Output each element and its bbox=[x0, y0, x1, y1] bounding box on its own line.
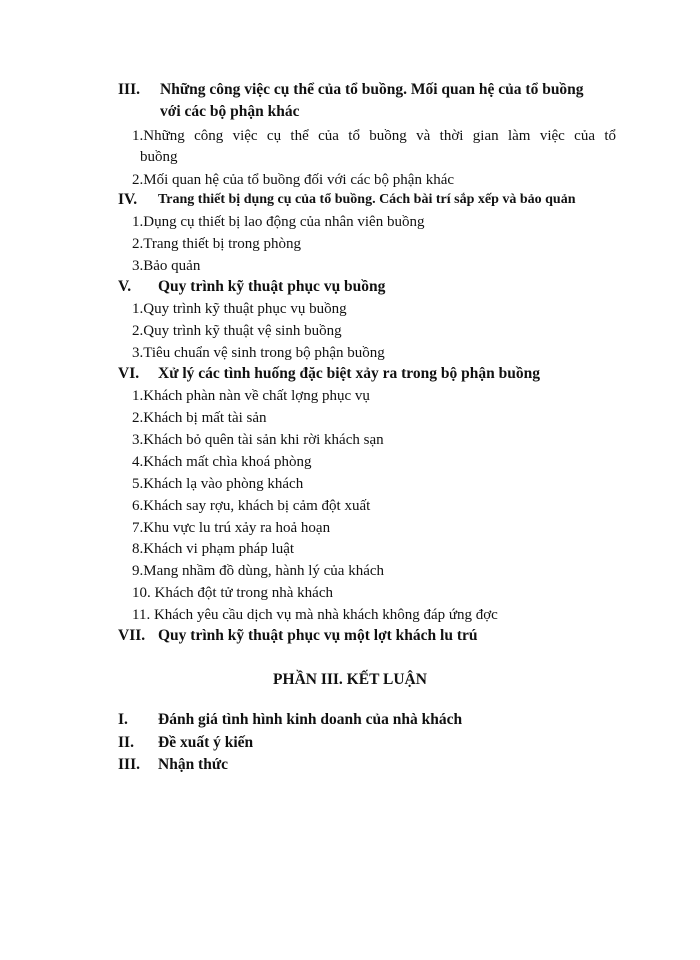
section-III-item-2: 2.Mối quan hệ của tổ buồng đối với các bộ phận khác bbox=[132, 172, 455, 188]
section-IV-item-2: 2.Trang thiết bị trong phòng bbox=[132, 236, 302, 252]
section-VI-item-1: 1.Khách phàn nàn về chất lợng phục vụ bbox=[132, 388, 370, 404]
section-numeral: III. bbox=[118, 81, 140, 98]
section-VI-item-3: 3.Khách bỏ quên tài sản khi rời khách sạn bbox=[132, 432, 384, 448]
part-3-item-1-title: Đánh giá tình hình kinh doanh của nhà khách bbox=[158, 711, 463, 728]
section-VI-item-9: 9.Mang nhầm đồ dùng, hành lý của khách bbox=[132, 563, 385, 579]
part-3-heading: PHẦN III. KẾT LUẬN bbox=[273, 671, 427, 688]
part-3-item-1-numeral: I. bbox=[118, 711, 128, 728]
section-V-item-2: 2.Quy trình kỹ thuật vệ sinh buồng bbox=[132, 323, 342, 339]
section-VI-item-11: 11. Khách yêu cầu dịch vụ mà nhà khách không đáp ứng đợc bbox=[132, 607, 498, 623]
section-VI-item-7: 7.Khu vực lu trú xảy ra hoả hoạn bbox=[132, 520, 331, 536]
section-VII-title: Quy trình kỹ thuật phục vụ một lợt khách lu trú bbox=[158, 627, 478, 644]
section-IV-item-3: 3.Bảo quản bbox=[132, 258, 201, 274]
section-III-item-1-line1: 1.Những công việc cụ thể của tổ buồng và thời gian làm việc của tổ bbox=[132, 128, 616, 144]
section-III-title bbox=[118, 80, 140, 100]
section-VI-item-8: 8.Khách vi phạm pháp luật bbox=[132, 541, 295, 557]
section-IV-title: Trang thiết bị dụng cụ của tổ buồng. Cách bài trí sắp xếp và bảo quản bbox=[158, 192, 576, 207]
section-V-title: Quy trình kỹ thuật phục vụ buồng bbox=[158, 278, 386, 295]
section-V-numeral: V. bbox=[118, 278, 132, 295]
section-V-item-1: 1.Quy trình kỹ thuật phục vụ buồng bbox=[132, 301, 347, 317]
section-IV-numeral: IV. bbox=[118, 191, 138, 208]
part-3-item-3-numeral: III. bbox=[118, 756, 140, 773]
section-VI-item-4: 4.Khách mất chìa khoá phòng bbox=[132, 454, 312, 470]
section-VI-numeral: VI. bbox=[118, 365, 140, 382]
part-3-item-2-title: Đề xuất ý kiến bbox=[158, 734, 254, 751]
section-IV-item-1: 1.Dụng cụ thiết bị lao động của nhân viên buồng bbox=[132, 214, 425, 230]
part-3-item-2-numeral: II. bbox=[118, 734, 134, 751]
part-3-item-3-title: Nhận thức bbox=[158, 756, 229, 773]
section-III-item-1-line2: buồng bbox=[140, 149, 178, 165]
section-III-title-line1: Những công việc cụ thể của tổ buồng. Mối quan hệ của tổ buồng bbox=[160, 81, 584, 98]
section-III-title-line2: với các bộ phận khác bbox=[160, 103, 300, 120]
section-VII-numeral: VII. bbox=[118, 627, 146, 644]
section-VI-title: Xử lý các tình huống đặc biệt xảy ra trong bộ phận buồng bbox=[158, 365, 540, 382]
section-VI-item-2: 2.Khách bị mất tài sản bbox=[132, 410, 267, 426]
section-V-item-3: 3.Tiêu chuẩn vệ sinh trong bộ phận buồng bbox=[132, 345, 385, 361]
section-VI-item-6: 6.Khách say rợu, khách bị cảm đột xuất bbox=[132, 498, 371, 514]
section-VI-item-5: 5.Khách lạ vào phòng khách bbox=[132, 476, 304, 492]
section-VI-item-10: 10. Khách đột tử trong nhà khách bbox=[132, 585, 333, 601]
